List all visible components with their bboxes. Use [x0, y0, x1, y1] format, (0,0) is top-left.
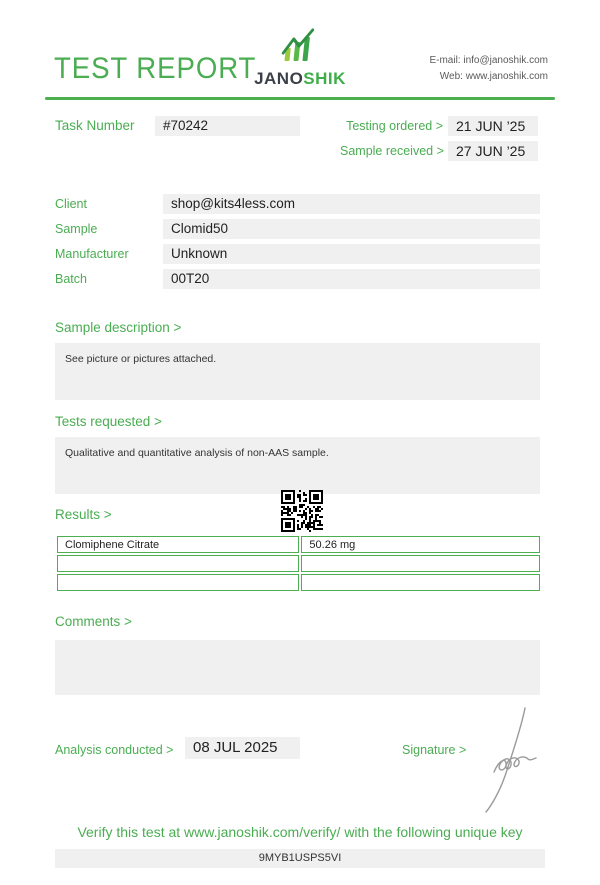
- tests-requested-heading: Tests requested >: [55, 414, 162, 429]
- task-number-value: #70242: [155, 116, 300, 136]
- batch-value: 00T20: [163, 269, 540, 289]
- client-value: shop@kits4less.com: [163, 194, 540, 214]
- client-label: Client: [55, 197, 87, 211]
- result-analyte: Clomiphene Citrate: [57, 536, 299, 553]
- table-row: [57, 574, 540, 591]
- task-number-label: Task Number: [55, 118, 135, 133]
- logo-jano: JANO: [254, 69, 304, 88]
- result-value: [301, 555, 540, 572]
- logo-wordmark: [248, 69, 352, 89]
- table-row: [57, 536, 540, 553]
- contact-info: [429, 53, 548, 85]
- tests-requested-box: Qualitative and quantitative analysis of non-AAS sample.: [55, 437, 540, 494]
- contact-email: E-mail: info@janoshik.com: [429, 55, 548, 66]
- sample-received-label: Sample received >: [340, 144, 444, 158]
- results-heading: Results >: [55, 507, 112, 522]
- logo-shik: SHIK: [303, 69, 346, 88]
- manufacturer-label: Manufacturer: [55, 247, 129, 261]
- manufacturer-value: Unknown: [163, 244, 540, 264]
- unique-key-value: 9MYB1USPS5VI: [55, 849, 545, 868]
- qr-code-icon: [281, 490, 323, 532]
- signature-scribble: [465, 702, 560, 814]
- contact-web: Web: www.janoshik.com: [439, 71, 548, 82]
- janoshik-logo: [248, 27, 352, 89]
- signature-label: Signature >: [402, 743, 467, 757]
- sample-label: Sample: [55, 222, 98, 236]
- sample-description-heading: Sample description >: [55, 320, 182, 335]
- batch-label: Batch: [55, 272, 87, 286]
- analysis-date-value: 08 JUL 2025: [185, 737, 300, 759]
- page-title: TEST REPORT: [54, 52, 257, 85]
- chart-bars-icon: [278, 27, 322, 63]
- testing-ordered-label: Testing ordered >: [346, 119, 443, 133]
- result-analyte: [57, 555, 299, 572]
- testing-ordered-value: 21 JUN ’25: [448, 116, 538, 136]
- result-value: 50.26 mg: [301, 536, 540, 553]
- analysis-conducted-label: Analysis conducted >: [55, 743, 174, 757]
- result-analyte: [57, 574, 299, 591]
- sample-received-value: 27 JUN ’25: [448, 141, 538, 161]
- comments-box: [55, 640, 540, 695]
- table-row: [57, 555, 540, 572]
- comments-heading: Comments >: [55, 614, 132, 629]
- sample-value: Clomid50: [163, 219, 540, 239]
- result-value: [301, 574, 540, 591]
- results-table: [55, 534, 542, 593]
- verify-text: Verify this test at www.janoshik.com/verify/ with the following unique key: [77, 824, 523, 840]
- header-divider: [45, 97, 555, 100]
- sample-description-box: See picture or pictures attached.: [55, 343, 540, 400]
